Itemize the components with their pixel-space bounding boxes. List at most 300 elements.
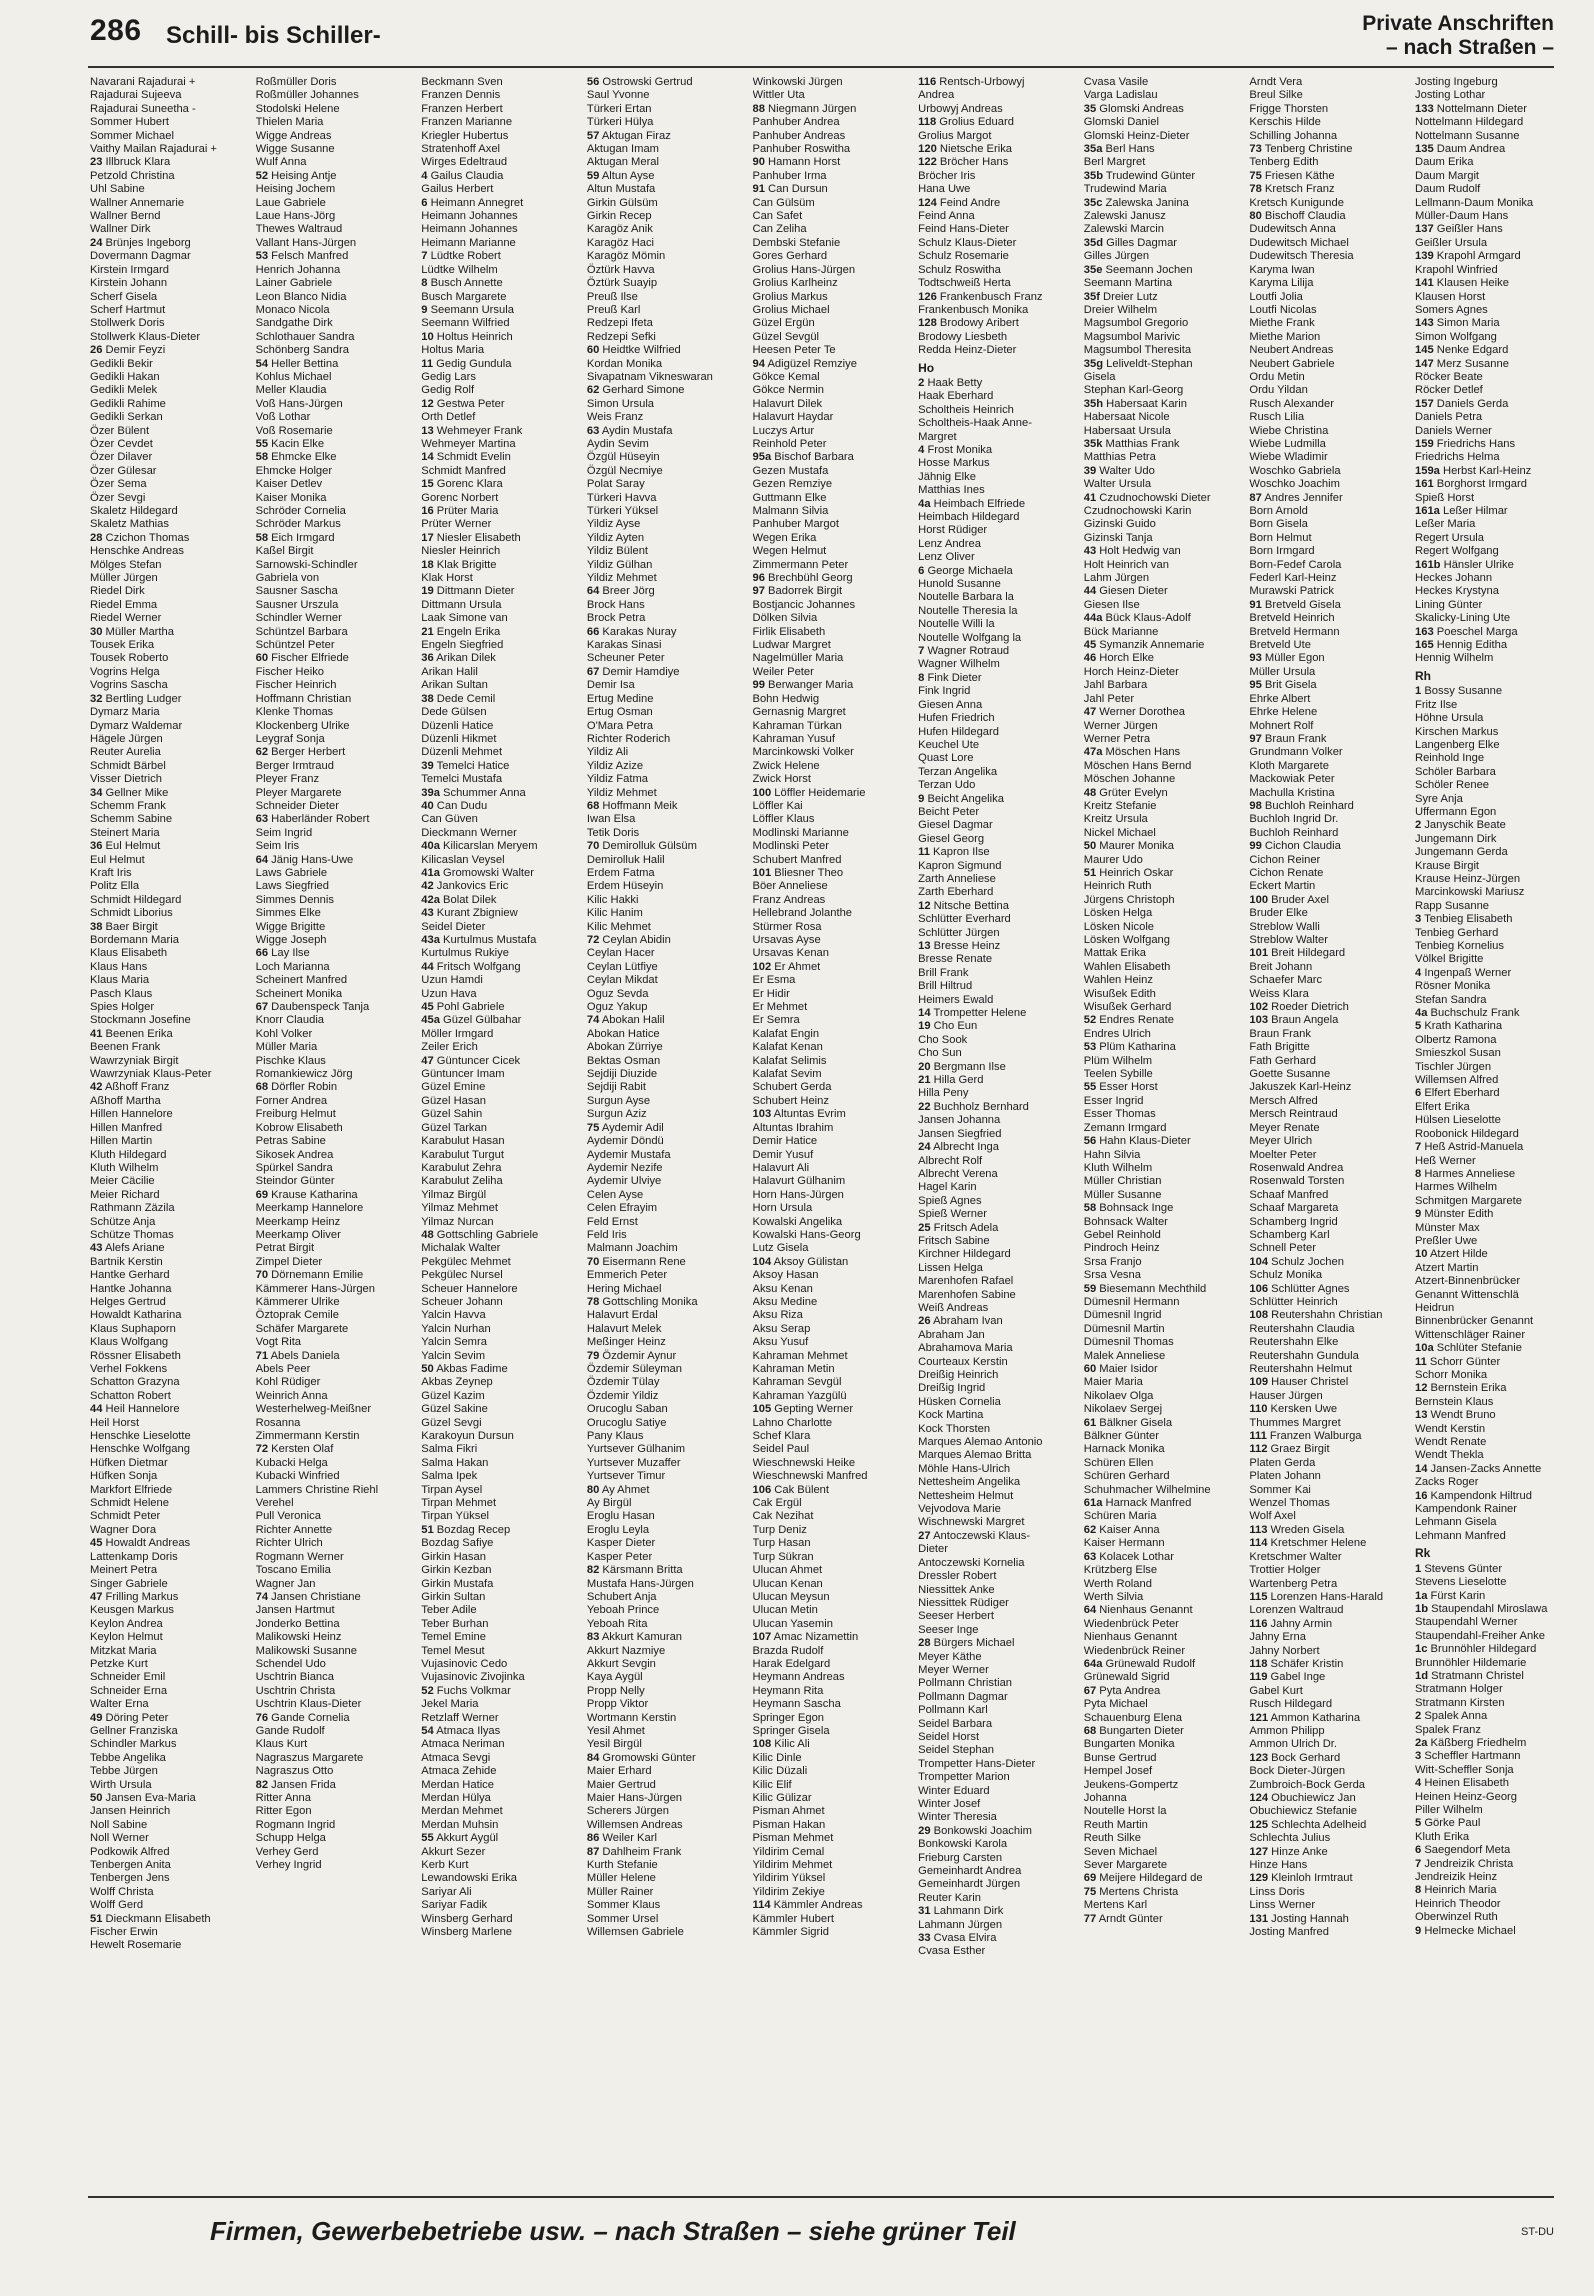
directory-entry: Langenberg Elke xyxy=(1415,738,1500,751)
house-number: 105 xyxy=(752,1403,772,1416)
directory-entry: 143 Simon Maria xyxy=(1415,317,1500,330)
directory-entry: Vogrins Helga xyxy=(90,665,160,678)
directory-entry: Schamberg Ingrid xyxy=(1249,1215,1338,1228)
house-number: 4 xyxy=(421,169,428,182)
directory-entry: Meyer Werner xyxy=(918,1663,989,1676)
page-header xyxy=(0,0,1594,62)
directory-entry: Uffermann Egon xyxy=(1415,805,1497,818)
house-number: 15 xyxy=(421,478,434,491)
directory-entry: 57 Aktugan Firaz xyxy=(586,129,671,142)
directory-entry: Schlechta Julius xyxy=(1249,1832,1331,1845)
directory-column-8 xyxy=(1249,76,1394,2190)
directory-entry: Güzel Sahin xyxy=(421,1108,483,1121)
directory-entry: 8 Harmes Anneliese xyxy=(1415,1167,1516,1180)
house-number: 42a xyxy=(421,893,440,906)
directory-entry: 44 Heil Hannelore xyxy=(90,1403,180,1416)
directory-entry: 31 Lahmann Dirk xyxy=(918,1905,1004,1918)
directory-entry: Giesen Anna xyxy=(918,698,983,711)
directory-entry: Erdem Hüseyin xyxy=(586,880,664,893)
house-number: 63 xyxy=(586,424,600,437)
directory-entry: Springer Egon xyxy=(752,1711,825,1724)
directory-entry: 3 Scheffler Hartmann xyxy=(1415,1750,1521,1763)
house-number: 3 xyxy=(1415,913,1422,926)
directory-entry: 109 Hauser Christel xyxy=(1249,1376,1349,1389)
directory-entry: Kilic Düzali xyxy=(752,1765,808,1778)
house-number: 145 xyxy=(1415,344,1434,357)
house-number: 7 xyxy=(421,250,428,263)
directory-entry: Giesel Georg xyxy=(918,832,985,845)
directory-entry: 53 Plüm Katharina xyxy=(1083,1041,1176,1054)
directory-entry: 27 Antoczewski Klaus- xyxy=(918,1529,1031,1542)
directory-entry: Bordemann Maria xyxy=(90,934,179,946)
house-number: 110 xyxy=(1249,1403,1268,1416)
house-number: 112 xyxy=(1249,1443,1268,1456)
directory-entry: Güzel Hasan xyxy=(421,1094,486,1107)
directory-entry: Pany Klaus xyxy=(586,1430,644,1443)
directory-entry: 42 Jankovics Eric xyxy=(421,880,509,893)
directory-entry: Winter Josef xyxy=(918,1798,981,1810)
directory-entry: Werth Roland xyxy=(1083,1577,1152,1590)
house-number: 36 xyxy=(90,840,103,853)
directory-entry: 91 Bretveld Gisela xyxy=(1249,598,1341,611)
directory-entry: Kahraman Sevgül xyxy=(752,1376,842,1389)
directory-entry: Propp Nelly xyxy=(586,1684,645,1697)
directory-entry: Ceylan Hacer xyxy=(586,947,655,960)
house-number: 53 xyxy=(255,250,269,263)
directory-entry: Daum Rudolf xyxy=(1415,183,1481,196)
directory-entry: Bock Dieter-Jürgen xyxy=(1249,1765,1346,1778)
house-number: 42 xyxy=(90,1081,103,1094)
directory-entry: 101 Breit Hildegard xyxy=(1249,947,1346,960)
directory-entry: Horst Rüdiger xyxy=(918,524,988,537)
directory-entry: Schmitgen Margarete xyxy=(1415,1194,1522,1207)
directory-entry: O'Mara Petra xyxy=(586,719,654,732)
directory-entry: Brock Petra xyxy=(586,612,646,625)
directory-entry: Cvasa Vasile xyxy=(1083,76,1149,88)
directory-entry: Halavurt Melek xyxy=(586,1322,662,1335)
directory-entry: 2 Haak Betty xyxy=(918,376,983,389)
directory-entry: 104 Aksoy Gülistan xyxy=(752,1255,849,1268)
directory-entry: 5 Görke Paul xyxy=(1415,1817,1481,1830)
directory-entry: Ammon Ulrich Dr. xyxy=(1249,1738,1338,1751)
directory-entry: 1d Stratmann Christel xyxy=(1415,1669,1524,1682)
directory-entry: Schüren Maria xyxy=(1083,1510,1157,1523)
directory-entry: Cak Ergül xyxy=(752,1497,802,1510)
house-number: 75 xyxy=(586,1121,600,1134)
house-number: 43 xyxy=(421,907,434,920)
directory-entry: Nottelmann Hildegard xyxy=(1415,116,1524,129)
directory-entry: 47a Möschen Hans xyxy=(1083,746,1181,759)
directory-entry: 28 Czichon Thomas xyxy=(90,531,190,544)
directory-entry: Kaiser Hermann xyxy=(1083,1537,1165,1550)
directory-entry: Buchloh Ingrid Dr. xyxy=(1249,813,1339,826)
house-number: 5 xyxy=(1415,1020,1422,1033)
house-number: 53 xyxy=(1083,1041,1097,1054)
directory-entry: Kilicaslan Veysel xyxy=(421,853,505,866)
directory-entry: Cho Sook xyxy=(918,1033,968,1046)
directory-entry: Frieburg Carsten xyxy=(918,1851,1003,1864)
directory-entry: Kurth Stefanie xyxy=(586,1859,658,1872)
house-number: 114 xyxy=(752,1899,771,1912)
directory-entry: Giesen Ilse xyxy=(1083,598,1140,611)
directory-entry: Ludwar Margret xyxy=(752,639,831,652)
directory-entry: Müller Rainer xyxy=(586,1885,654,1898)
directory-entry: Hauser Jürgen xyxy=(1249,1389,1323,1402)
directory-entry: Teelen Sybille xyxy=(1083,1068,1153,1081)
directory-entry: Maier Maria xyxy=(1083,1376,1143,1389)
directory-entry: Guttmann Elke xyxy=(752,491,827,504)
house-number: 14 xyxy=(1415,1462,1428,1475)
directory-entry: Wawrzyniak Birgit xyxy=(90,1054,179,1067)
house-number: 64 xyxy=(586,585,600,598)
directory-entry: Streblow Walli xyxy=(1249,920,1320,933)
directory-entry: Wischnewski Margret xyxy=(918,1516,1025,1529)
directory-entry: Reuter Aurelia xyxy=(90,746,161,759)
house-number: 4 xyxy=(1415,1777,1422,1790)
directory-entry: Bartnik Kerstin xyxy=(90,1255,163,1268)
directory-entry: Skaletz Mathias xyxy=(90,518,169,531)
directory-entry: Yildiz Ayten xyxy=(586,531,645,544)
directory-entry: Aydin Sevim xyxy=(586,437,649,450)
directory-entry: 90 Hamann Horst xyxy=(752,156,841,169)
directory-entry: Schemm Sabine xyxy=(90,813,173,826)
directory-entry: Höhne Ursula xyxy=(1415,712,1484,725)
directory-entry: Türkeri Hülya xyxy=(586,116,654,129)
directory-entry: Wisußek Edith xyxy=(1083,987,1156,1000)
directory-entry: Nettesheim Helmut xyxy=(918,1489,1014,1502)
directory-entry: Kahraman Mehmet xyxy=(752,1349,848,1362)
directory-entry: Simon Wolfgang xyxy=(1415,330,1497,343)
directory-entry: 141 Klausen Heike xyxy=(1415,277,1509,290)
directory-entry: Preuß Ilse xyxy=(586,290,638,303)
house-number: 44 xyxy=(90,1403,103,1416)
directory-entry: 2 Janyschik Beate xyxy=(1415,819,1506,832)
directory-entry: Gabriela von xyxy=(255,572,320,585)
directory-entry: Yesil Ahmet xyxy=(586,1724,645,1737)
directory-entry: Kaiser Monika xyxy=(255,491,327,504)
directory-entry: Jähnig Elke xyxy=(918,470,976,483)
directory-entry: Fath Gerhard xyxy=(1249,1054,1316,1067)
directory-entry: Ursavas Kenan xyxy=(752,947,829,960)
house-number: 1 xyxy=(1415,685,1422,698)
directory-entry: Somers Agnes xyxy=(1415,303,1488,316)
directory-entry: Hagel Karin xyxy=(918,1181,977,1194)
directory-entry: 86 Weiler Karl xyxy=(586,1832,657,1845)
house-number: 87 xyxy=(1249,491,1262,504)
directory-entry: Yildiz Ayse xyxy=(586,518,641,531)
directory-entry: Dymarz Waldemar xyxy=(90,719,183,732)
directory-entry: Bektas Osman xyxy=(586,1054,661,1067)
directory-entry: Möschen Johanne xyxy=(1083,773,1176,786)
house-number: 10 xyxy=(1415,1248,1428,1261)
directory-entry: Yalcin Havva xyxy=(421,1309,486,1322)
directory-entry: Aydemir Döndü xyxy=(586,1135,664,1148)
directory-entry: 6 Elfert Eberhard xyxy=(1415,1087,1500,1100)
directory-entry: 69 Krause Katharina xyxy=(255,1188,358,1201)
directory-entry: Matthias Ines xyxy=(918,484,985,497)
directory-entry: 23 Illbruck Klara xyxy=(90,156,171,169)
directory-entry: Lahmann Jürgen xyxy=(918,1918,1003,1931)
section-title-line-1: Private Anschriften xyxy=(1362,12,1554,35)
directory-entry: Mustafa Hans-Jürgen xyxy=(586,1577,694,1590)
directory-entry: Lüdtke Wilhelm xyxy=(421,263,498,276)
directory-entry: Arikan Halil xyxy=(421,665,478,678)
house-number: 64a xyxy=(1083,1657,1103,1670)
directory-entry: Müller Jürgen xyxy=(90,572,158,585)
directory-entry: 64 Breer Jörg xyxy=(586,585,655,598)
directory-entry: Dede Gülsen xyxy=(421,706,487,719)
house-number: 108 xyxy=(752,1738,772,1751)
directory-entry: Karabulut Hasan xyxy=(421,1135,505,1148)
directory-entry: Hantke Gerhard xyxy=(90,1269,170,1282)
house-number: 40a xyxy=(421,840,440,853)
house-number: 43a xyxy=(421,934,440,946)
directory-entry: Kubacki Winfried xyxy=(255,1470,340,1483)
directory-entry: 53 Felsch Manfred xyxy=(255,250,349,263)
directory-entry: Ertug Medine xyxy=(586,692,654,705)
directory-entry: Marenhofen Sabine xyxy=(918,1288,1016,1301)
directory-entry: 66 Karakas Nuray xyxy=(586,625,677,638)
directory-entry: Wahlen Elisabeth xyxy=(1083,960,1171,973)
directory-entry: 48 Gottschling Gabriele xyxy=(421,1228,539,1241)
directory-entry: Noutelle Barbara la xyxy=(918,591,1014,604)
house-number: 9 xyxy=(1415,1924,1422,1937)
directory-entry: Wallner Bernd xyxy=(90,210,161,223)
directory-entry: Reinhold Inge xyxy=(1415,752,1485,765)
directory-entry: Akkurt Sezer xyxy=(421,1845,486,1858)
house-number: 126 xyxy=(918,290,937,303)
directory-entry: Pischke Klaus xyxy=(255,1054,326,1067)
directory-entry: Kluth Wilhelm xyxy=(90,1161,159,1174)
directory-entry: 49 Döring Peter xyxy=(90,1711,169,1724)
directory-entry: Rajadurai Suneetha - xyxy=(90,102,196,115)
directory-entry: Schönberg Sandra xyxy=(255,344,349,357)
directory-entry: Daum Margit xyxy=(1415,169,1480,182)
directory-entry: Esser Thomas xyxy=(1083,1108,1156,1121)
directory-entry: Hering Michael xyxy=(586,1282,662,1295)
directory-entry: Karagöz Anik xyxy=(586,223,653,236)
directory-entry: Wenzel Thomas xyxy=(1249,1497,1330,1510)
directory-entry: Yildiz Mehmet xyxy=(586,786,657,799)
directory-entry: Hülsen Lieselotte xyxy=(1415,1114,1501,1127)
directory-entry: Yeboah Rita xyxy=(586,1617,648,1630)
directory-entry: Bruder Elke xyxy=(1249,907,1308,920)
house-number: 42 xyxy=(421,880,434,893)
directory-entry: 161a Leßer Hilmar xyxy=(1415,505,1508,517)
directory-entry: Özer Sevgi xyxy=(90,491,146,504)
directory-entry: Schulz Monika xyxy=(1249,1269,1323,1282)
directory-entry: 14 Schmidt Evelin xyxy=(421,451,511,464)
house-number: 124 xyxy=(1249,1792,1269,1804)
directory-entry: Kilic Gülizar xyxy=(752,1792,812,1804)
directory-entry: 22 Buchholz Bernhard xyxy=(918,1100,1029,1113)
directory-entry: 103 Altuntas Evrim xyxy=(752,1108,846,1121)
house-number: 13 xyxy=(421,424,434,437)
directory-entry: Schmidt Peter xyxy=(90,1510,161,1523)
directory-entry: Heimann Marianne xyxy=(421,236,516,249)
directory-entry: Redzepi Ifeta xyxy=(586,317,653,330)
directory-entry: Dieter xyxy=(918,1543,948,1556)
directory-entry: Weiss Klara xyxy=(1249,987,1309,1000)
directory-column-7 xyxy=(1084,76,1229,2190)
directory-entry: Dovermann Dagmar xyxy=(90,250,191,263)
directory-entry: Yildiz Bülent xyxy=(586,545,649,558)
directory-entry: 72 Kersten Olaf xyxy=(255,1443,334,1456)
directory-entry: 32 Bertling Ludger xyxy=(90,692,182,705)
directory-entry: Spürkel Sandra xyxy=(255,1161,333,1174)
directory-entry: 70 Eisermann Rene xyxy=(586,1255,686,1268)
directory-entry: Zimmermann Peter xyxy=(752,558,849,571)
house-number: 102 xyxy=(1249,1001,1269,1014)
directory-entry: 61 Bälkner Gisela xyxy=(1083,1416,1173,1429)
house-number: 97 xyxy=(1249,732,1262,745)
street-section-heading: Rk xyxy=(1415,1546,1431,1561)
directory-entry: 61a Harnack Manfred xyxy=(1083,1497,1192,1510)
directory-entry: Zwick Horst xyxy=(752,773,811,786)
directory-entry: Nagraszus Margarete xyxy=(255,1751,364,1764)
house-number: 93 xyxy=(1249,652,1262,665)
directory-entry: Girkin Sultan xyxy=(421,1590,486,1603)
directory-entry: 107 Amac Nizamettin xyxy=(752,1631,859,1644)
directory-entry: Pekgülec Mehmet xyxy=(421,1255,511,1268)
directory-entry: Schütze Anja xyxy=(90,1215,156,1228)
directory-entry: Gorenc Norbert xyxy=(421,491,499,504)
directory-entry: 12 Gestwa Peter xyxy=(421,397,505,410)
directory-entry: 68 Hoffmann Meik xyxy=(586,799,678,812)
directory-entry: Ulucan Yasemin xyxy=(752,1617,833,1630)
directory-entry: 43 Alefs Ariane xyxy=(90,1242,165,1255)
directory-entry: Karakas Sinasi xyxy=(586,639,662,652)
directory-entry: 10 Holtus Heinrich xyxy=(421,330,513,343)
directory-entry: 88 Niegmann Jürgen xyxy=(752,102,857,115)
directory-entry: 33 Cvasa Elvira xyxy=(918,1932,997,1945)
directory-entry: Wendt Kerstin xyxy=(1415,1422,1486,1435)
house-number: 6 xyxy=(1415,1844,1422,1857)
directory-entry: Wieschnewski Manfred xyxy=(752,1470,868,1483)
directory-entry: Güzel Sevgi xyxy=(421,1416,482,1429)
directory-entry: Nettesheim Angelika xyxy=(918,1476,1021,1489)
directory-entry: Jungemann Dirk xyxy=(1415,832,1497,845)
house-number: 95 xyxy=(1249,679,1262,692)
directory-entry: Atzert Martin xyxy=(1415,1261,1479,1274)
directory-entry: 102 Roeder Dietrich xyxy=(1249,1001,1349,1014)
directory-entry: Brill Frank xyxy=(918,966,969,979)
directory-entry: 11 Schorr Günter xyxy=(1415,1355,1501,1368)
directory-entry: Sariyar Fadik xyxy=(421,1899,488,1912)
directory-entry: Grolius Karlheinz xyxy=(752,277,838,290)
directory-entry: Gebel Reinhold xyxy=(1083,1228,1161,1241)
directory-entry: Aydemir Nezife xyxy=(586,1161,663,1174)
directory-entry: Gökce Kemal xyxy=(752,370,820,383)
directory-entry: Noll Werner xyxy=(90,1832,149,1845)
directory-entry: Sever Margarete xyxy=(1083,1859,1168,1872)
directory-entry: 94 Adigüzel Remziye xyxy=(752,357,857,370)
directory-entry: Gezen Mustafa xyxy=(752,464,829,477)
directory-entry: 52 Fuchs Volkmar xyxy=(421,1684,511,1697)
directory-entry: Obuchiewicz Stefanie xyxy=(1249,1805,1357,1818)
directory-entry: Reutershahn Elke xyxy=(1249,1336,1339,1349)
directory-entry: Harmes Wilhelm xyxy=(1415,1181,1498,1194)
directory-entry: Wolff Christa xyxy=(90,1885,154,1898)
directory-entry: Schneider Erna xyxy=(90,1684,168,1697)
directory-entry: Jendreizik Heinz xyxy=(1415,1871,1498,1884)
directory-entry: Düzenli Hikmet xyxy=(421,732,497,745)
directory-entry: Oguz Yakup xyxy=(586,1001,648,1014)
directory-entry: Aksoy Hasan xyxy=(752,1269,819,1282)
directory-entry: Glomski Heinz-Dieter xyxy=(1083,129,1190,142)
directory-entry: Genannt Wittenschlä xyxy=(1415,1288,1519,1301)
directory-entry: 82 Jansen Frida xyxy=(255,1778,336,1791)
directory-entry: Noutelle Horst la xyxy=(1083,1805,1167,1818)
directory-entry: Sejdiji Diuzide xyxy=(586,1068,658,1081)
directory-entry: Pleyer Franz xyxy=(255,773,320,786)
house-number: 18 xyxy=(421,558,434,571)
house-number: 4 xyxy=(918,443,925,456)
house-number: 128 xyxy=(918,317,937,330)
directory-entry: Sausner Sascha xyxy=(255,585,338,598)
directory-entry: Holtus Maria xyxy=(421,344,485,357)
directory-entry: 74 Abokan Halil xyxy=(586,1014,665,1027)
directory-entry: Girkin Recep xyxy=(586,210,652,223)
directory-entry: Laue Hans-Jörg xyxy=(255,210,336,223)
directory-entry: Vogrins Sascha xyxy=(90,679,168,692)
house-number: 69 xyxy=(1083,1872,1097,1885)
directory-entry: 18 Klak Brigitte xyxy=(421,558,497,571)
directory-entry: Yalcin Semra xyxy=(421,1336,487,1349)
directory-entry: Heymann Andreas xyxy=(752,1671,845,1684)
directory-entry: Yalcin Sevim xyxy=(421,1349,486,1362)
directory-entry: Trompetter Marion xyxy=(918,1771,1010,1784)
house-number: 44 xyxy=(1083,585,1097,598)
directory-entry: Berger Irmtraud xyxy=(255,759,334,772)
house-number: 86 xyxy=(586,1832,600,1845)
house-number: 101 xyxy=(1249,947,1269,960)
directory-entry: Frigge Thorsten xyxy=(1249,102,1329,115)
house-number: 38 xyxy=(421,692,434,705)
directory-entry: Thielen Maria xyxy=(255,116,324,129)
directory-entry: Marques Alemao Britta xyxy=(918,1449,1032,1462)
directory-entry: Ehmcke Holger xyxy=(255,464,333,477)
directory-entry: Lewandowski Erika xyxy=(421,1872,518,1885)
house-number: 64 xyxy=(255,853,269,866)
directory-entry: Schmidt Bärbel xyxy=(90,759,166,772)
directory-entry: Fischer Erwin xyxy=(90,1926,158,1939)
directory-entry: 83 Akkurt Kamuran xyxy=(586,1631,683,1644)
directory-entry: 123 Bock Gerhard xyxy=(1249,1751,1341,1764)
directory-entry: Kämmerer Ulrike xyxy=(255,1295,340,1308)
directory-entry: Singer Gabriele xyxy=(90,1577,168,1590)
directory-entry: Magsumbol Gregorio xyxy=(1083,317,1189,330)
directory-entry: Stodolski Helene xyxy=(255,102,340,115)
directory-entry: Sausner Urszula xyxy=(255,598,339,611)
directory-entry: Cho Sun xyxy=(918,1047,962,1060)
directory-entry: Stephan Karl-Georg xyxy=(1083,384,1184,397)
directory-entry: Hillen Manfred xyxy=(90,1121,163,1134)
directory-entry: Preßler Uwe xyxy=(1415,1234,1478,1247)
directory-entry: Rogmann Ingrid xyxy=(255,1818,336,1831)
directory-entry: Celen Efrayim xyxy=(586,1202,658,1215)
directory-entry: Aksu Medine xyxy=(752,1295,818,1308)
directory-entry: Wendt Thekla xyxy=(1415,1449,1484,1462)
directory-entry: 9 Seemann Ursula xyxy=(421,303,514,316)
directory-entry: Gedig Lars xyxy=(421,370,476,383)
directory-entry: Scheuner Peter xyxy=(586,652,665,665)
directory-entry: Jahny Erna xyxy=(1249,1631,1306,1644)
house-number: 25 xyxy=(918,1221,931,1234)
directory-entry: Stratenhoff Axel xyxy=(421,143,501,156)
directory-entry: 163 Poeschel Marga xyxy=(1415,625,1518,638)
directory-entry: Tebbe Angelika xyxy=(90,1751,166,1764)
